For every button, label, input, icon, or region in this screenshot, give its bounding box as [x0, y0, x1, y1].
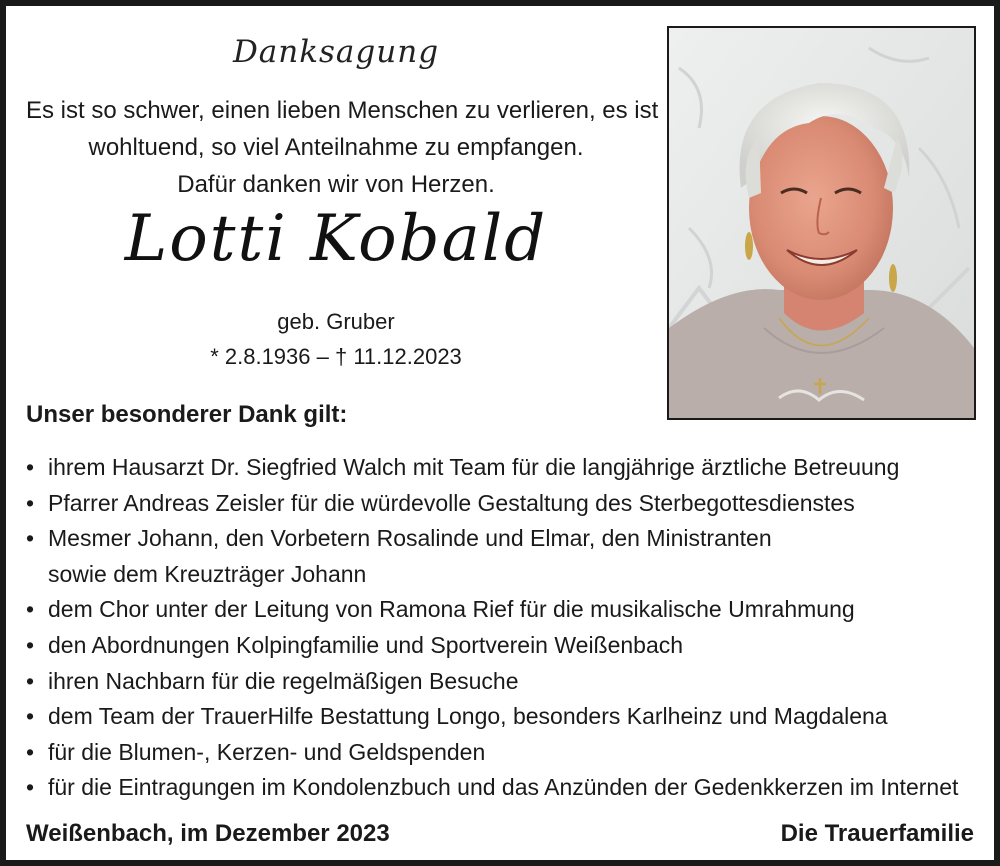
bullet-icon: •	[26, 703, 35, 730]
thanks-list	[26, 450, 986, 806]
list-item: • den Abordnungen Kolpingfamilie und Sportverein Weißenbach	[26, 628, 986, 664]
thanks-heading: Unser besonderer Dank gilt:	[26, 401, 348, 428]
bullet-icon: •	[26, 667, 35, 694]
life-dates: * 2.8.1936 – † 11.12.2023	[210, 344, 462, 369]
bullet-icon: •	[26, 738, 35, 765]
portrait-photo	[667, 26, 976, 420]
place-date: Weißenbach, im Dezember 2023	[26, 820, 390, 847]
list-item: • für die Eintragungen im Kondolenzbuch und das Anzünden der Gedenkkerzen im Internet	[26, 770, 986, 806]
list-item: • ihrem Hausarzt Dr. Siegfried Walch mit Team für die langjährige ärztliche Betreuung	[26, 450, 986, 486]
bullet-icon: •	[26, 525, 35, 552]
bullet-icon: •	[26, 454, 35, 480]
bullet-icon: •	[26, 596, 35, 623]
notice-heading: Danksagung	[232, 34, 440, 70]
intro-line: wohltuend, so viel Anteilnahme zu empfangen.	[88, 134, 584, 161]
portrait-illustration	[669, 28, 974, 418]
bullet-icon: •	[26, 774, 35, 801]
list-item: • dem Team der TrauerHilfe Bestattung Longo, besonders Karlheinz und Magdalena	[26, 699, 986, 735]
list-item: • Pfarrer Andreas Zeisler für die würdevolle Gestaltung des Sterbegottesdienstes	[26, 486, 986, 522]
deceased-name: Lotti Kobald	[124, 202, 548, 276]
list-item: • Mesmer Johann, den Vorbetern Rosalinde und Elmar, den Ministranten sowie dem Kreuzträger Johann	[26, 521, 986, 592]
intro-text	[26, 92, 659, 203]
list-item: • ihren Nachbarn für die regelmäßigen Besuche	[26, 664, 986, 700]
intro-line: Es ist so schwer, einen lieben Menschen zu verlieren, es ist	[26, 97, 659, 124]
bullet-icon: •	[26, 631, 35, 658]
list-item: • für die Blumen-, Kerzen- und Geldspenden	[26, 735, 986, 771]
bullet-icon: •	[26, 489, 35, 516]
list-item: • dem Chor unter der Leitung von Ramona Rief für die musikalische Umrahmung	[26, 592, 986, 628]
maiden-name: geb. Gruber	[277, 309, 395, 334]
intro-line: Dafür danken wir von Herzen.	[177, 171, 495, 198]
signature: Die Trauerfamilie	[780, 820, 974, 847]
